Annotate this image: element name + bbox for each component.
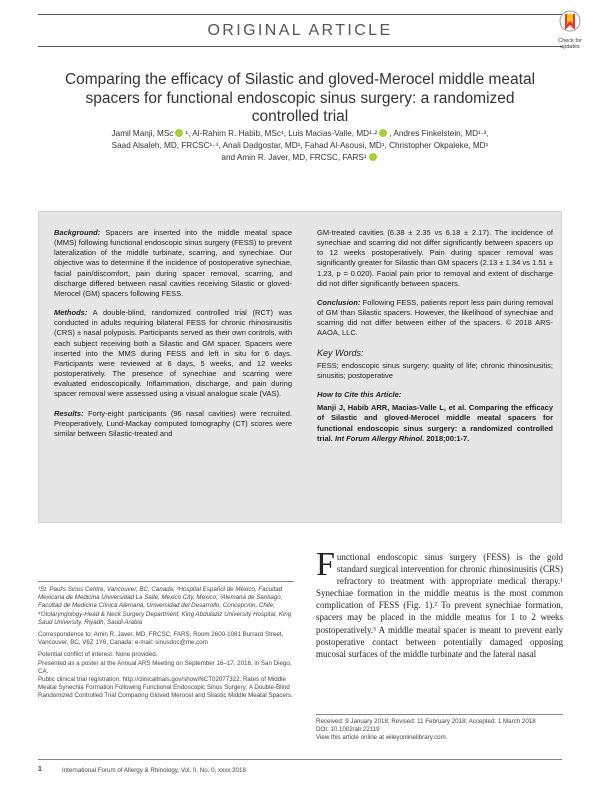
methods-label: Methods:	[54, 308, 88, 318]
trial-registration: Public clinical trial registration: http://clinicaltrials.gov/show/NCT02077322. Rates of Middle Meatal Synechia Formation Following Functional Endoscopic Sinus Surgery: A Double-Blind Randomized Controlled Trial Comparing Gloved Merocel and Silastic Middle Meatal Spacers.	[38, 676, 293, 700]
header-rule-top	[38, 14, 562, 15]
abstract-background	[54, 228, 292, 299]
abstract-results	[54, 409, 292, 439]
bookmark-icon	[559, 10, 581, 38]
abstract-conclusion	[317, 298, 553, 339]
header-rule-bottom	[38, 46, 562, 47]
received-rule	[316, 714, 563, 715]
introduction-text	[316, 546, 563, 660]
affiliations: ¹St. Paul's Sinus Centre, Vancouver, BC, Canada; ²Hospital Español de México, Facultad Mexicana de Medicina Universidad La Salle, Mexico City, Mexico; ³Alemana de Santiago, Facultad de Medicina Clínica Alemana, Universidad del Desarrollo, Concepción, Chile; ⁴Otolaryngology-Head & Neck Surgery Department, King Abdulaziz University Hospital, King Saud University, Riyadh, Saudi Arabia	[38, 586, 292, 626]
author-group: Saad Alsaleh, MD, FRCSC¹·⁴, Anali Dadgostar, MD¹, Fahad Al-Asousi, MD¹, Christopher Okpaleke, MD¹	[111, 141, 489, 150]
doi[interactable]: DOI: 10.1002/alr.22119	[316, 726, 380, 734]
abstract-right-column	[317, 228, 553, 453]
received-info	[316, 718, 563, 743]
footer-rule	[38, 759, 562, 760]
citation-journal: Int Forum Allergy Rhinol.	[334, 433, 425, 443]
author-last: and Amin R. Javer, MD, FRCSC, FARS¹	[221, 153, 367, 162]
conflict-statement: Potential conflict of interest: None provided.	[38, 651, 158, 659]
received-dates: Received: 9 January 2018; Revised: 11 February 2018; Accepted: 1 March 2018	[316, 718, 536, 725]
correspondence: Correspondence to: Amin R. Javer, MD, FRCSC, FARS, Room 2600-1081 Burrard Street, Vancouver, BC, V6Z 1Y6, Canada; e-mail: sinusdoc@me.com	[38, 631, 284, 647]
footnote-rule	[38, 581, 294, 582]
check-for-updates-label: Check for updates	[558, 38, 582, 50]
orcid-icon[interactable]	[175, 129, 183, 137]
citation	[317, 403, 553, 444]
orcid-icon[interactable]	[369, 153, 377, 161]
page-number: 1	[38, 766, 42, 773]
results-continued: GM-treated cavities (6.38 ± 2.35 vs 6.18 ± 2.17). The incidence of synechiae and scarring did not differ significantly between spacers up to 12 weeks postoperatively. Pain during spacer removal was significantly greater for Silastic than GM spacers (2.13 ± 1.34 vs 1.51 ± 1.23, p = 0.020). Facial pain prior to removal and extent of discharge did not differ significantly between spacers.	[317, 228, 553, 288]
online-link[interactable]: View this article online at wileyonlinelibrary.com.	[316, 734, 448, 742]
keywords-title: Key Words:	[317, 347, 364, 358]
background-text: Spacers are inserted into the middle meatal space (MMS) following functional endoscopic sinus surgery (FESS) to prevent lateralization of the middle turbinate, scarring, and synechiae. Our objective was to determine if the incidence of postoperative synechiae, facial pain/discomfort, pain during spacer removal, scarring, and discharge differed between nasal cavities receiving Silastic or gloved-Merocel (GM) spacers following FESS.	[54, 228, 292, 298]
drop-cap: F	[316, 546, 335, 583]
author-group: , Andres Finkelstein, MD¹·³,	[389, 129, 489, 138]
author-list	[62, 128, 538, 164]
methods-text: A double-blind, randomized controlled trial (RCT) was conducted in adults requiring bilateral FESS for chronic rhinosinusitis (CRS) ± nasal polyposis. Participants served as their own controls, with each subject receiving both a Silastic and GM spacer. Spacers were inserted into the MMS during FESS and left in situ for 6 days. Participants were reviewed at 6 days, 5 weeks, and 12 weeks postoperatively. The presence of synechiae and scarring were evaluated endoscopically. Inflammation, discharge, and pain during spacer removal were assessed using a visual analogue scale (VAS).	[54, 308, 292, 399]
citation-year: 2018;00:1-7.	[426, 433, 470, 443]
check-for-updates-badge[interactable]	[552, 10, 588, 54]
citation-text: Manji J, Habib ARR, Macias-Valle L, et al. Comparing the efficacy of Silastic and gloved-Merocel middle meatal spacers for functional endoscopic sinus surgery: a randomized controlled trial.	[317, 403, 553, 443]
journal-footer: International Forum of Allergy & Rhinology, Vol. 0, No. 0, xxxx 2018	[62, 767, 246, 774]
presented-note: Presented as a poster at the Annual ARS Meeting on September 16–17, 2016, in San Diego, CA.	[38, 659, 292, 675]
article-title: Comparing the efficacy of Silastic and gloved-Merocel middle meatal spacers for functional endoscopic sinus surgery: a randomized controlled trial	[64, 71, 536, 125]
background-label: Background:	[54, 228, 101, 237]
conclusion-text: Following FESS, patients report less pain during removal of GM than Silastic spacers. However, the likelihood of synechiae and scarring did not differ between either of the spacers. © 2018 ARS-AAOA, LLC.	[317, 297, 554, 338]
conclusion-label: Conclusion:	[317, 297, 361, 307]
footnotes	[38, 586, 294, 705]
abstract-left-column	[54, 228, 292, 448]
intro-body: unctional endoscopic sinus surgery (FESS) is the gold standard surgical intervention for chronic rhinosinusitis (CRS) refractory to treatment with appropriate medical therapy.¹ Synechiae formation in the middle meatus is the most common complication of FESS (Fig. 1).² To prevent synechiae formation, spacers may be placed in the middle meatus for 1 to 2 weeks postoperatively.³ A middle meatal spacer is meant to prevent early postoperative contact between potentially damaged opposing mucosal surfaces of the middle turbinate and the lateral nasal	[316, 552, 563, 659]
results-label: Results:	[54, 408, 84, 418]
orcid-icon[interactable]	[379, 129, 387, 137]
author-first: Jamil Manji, MSc	[111, 129, 174, 138]
cite-title: How to Cite this Article:	[317, 390, 402, 400]
results-text: Forty-eight participants (96 nasal cavities) were recruited. Preoperatively, Lund-Mackay computed tomography (CT) scores were similar between Silastic-treated and	[54, 408, 292, 438]
keywords: FESS; endoscopic sinus surgery; quality of life; chronic rhinosinusitis; sinusitis; postoperative	[317, 360, 553, 380]
abstract-methods	[54, 308, 292, 399]
section-label: ORIGINAL ARTICLE	[207, 22, 393, 39]
author-group: ¹, Al-Rahim R. Habib, MSc¹, Luis Macias-Valle, MD¹·²	[185, 129, 378, 138]
